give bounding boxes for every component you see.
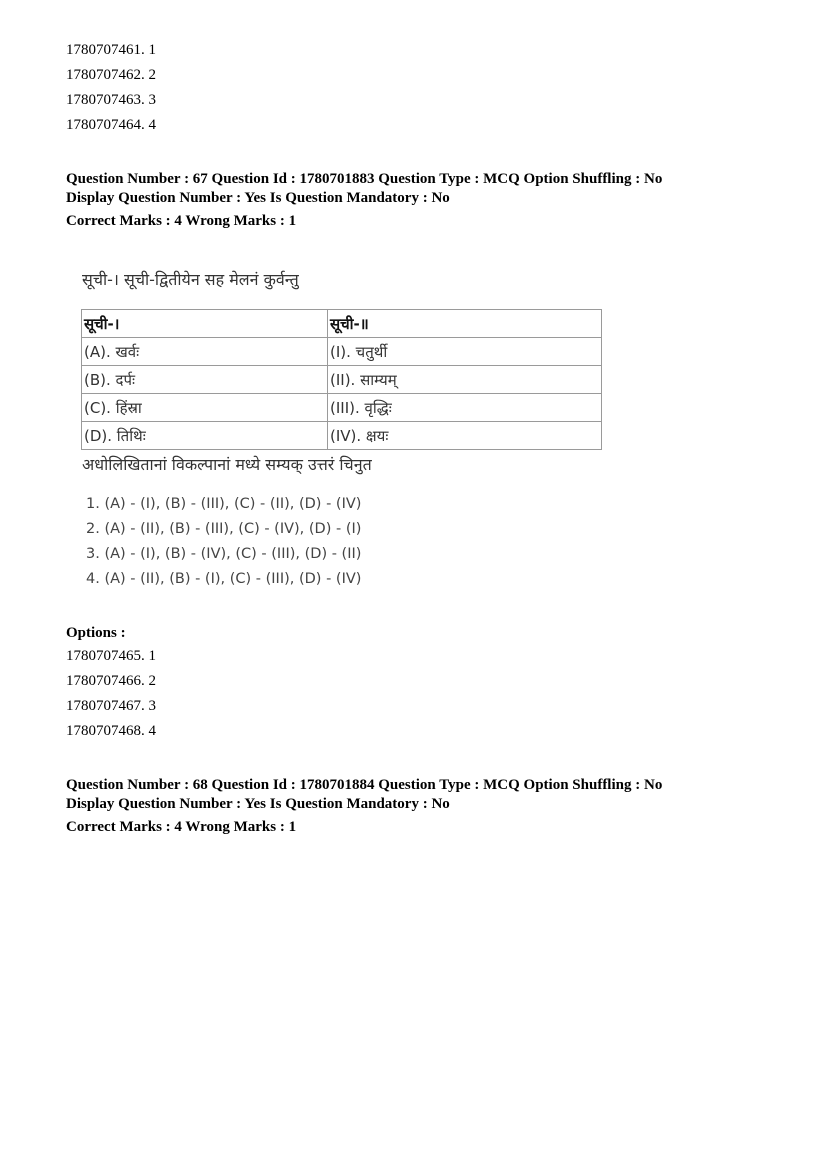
table-cell: (III). वृद्धिः	[328, 394, 602, 422]
table-row	[82, 394, 602, 422]
q67-marks: Correct Marks : 4 Wrong Marks : 1	[66, 213, 297, 229]
q67-option-2: 1780707466. 2	[66, 673, 156, 689]
table-cell: (C). हिंस्रा	[82, 394, 328, 422]
q67-choice-2: 2. (A) - (II), (B) - (III), (C) - (IV), (D) - (I)	[86, 521, 362, 537]
prev-option-4: 1780707464. 4	[66, 117, 156, 133]
q67-instruction: अधोलिखितानां विकल्पानां मध्ये सम्यक् उत्तरं चिनुत	[82, 455, 372, 474]
prev-option-3: 1780707463. 3	[66, 92, 156, 108]
prev-option-1: 1780707461. 1	[66, 42, 156, 58]
q67-intro: सूची-। सूची-द्वितीयेन सह मेलनं कुर्वन्तु	[82, 270, 299, 289]
q68-header-line1: Question Number : 68 Question Id : 1780701884 Question Type : MCQ Option Shuffling : No	[66, 777, 663, 793]
table-header-row	[82, 310, 602, 338]
table-row	[82, 338, 602, 366]
table-row	[82, 366, 602, 394]
table-cell: (D). तिथिः	[82, 422, 328, 450]
table-cell: (I). चतुर्थी	[328, 338, 602, 366]
table-header-list2: सूची-॥	[328, 310, 602, 338]
table-header-list1: सूची-।	[82, 310, 328, 338]
q67-header-line2: Display Question Number : Yes Is Question Mandatory : No	[66, 190, 450, 206]
prev-option-2: 1780707462. 2	[66, 67, 156, 83]
q67-choice-4: 4. (A) - (II), (B) - (I), (C) - (III), (D) - (IV)	[86, 571, 362, 587]
q67-choice-3: 3. (A) - (I), (B) - (IV), (C) - (III), (D) - (II)	[86, 546, 362, 562]
q68-marks: Correct Marks : 4 Wrong Marks : 1	[66, 819, 297, 835]
q67-options-label: Options :	[66, 625, 126, 641]
q67-choice-1: 1. (A) - (I), (B) - (III), (C) - (II), (D) - (IV)	[86, 496, 362, 512]
table-row	[82, 422, 602, 450]
match-table	[81, 309, 602, 450]
q67-option-4: 1780707468. 4	[66, 723, 156, 739]
q68-header-line2: Display Question Number : Yes Is Question Mandatory : No	[66, 796, 450, 812]
q67-header-line1: Question Number : 67 Question Id : 1780701883 Question Type : MCQ Option Shuffling : No	[66, 171, 663, 187]
table-cell: (A). खर्वः	[82, 338, 328, 366]
q67-option-3: 1780707467. 3	[66, 698, 156, 714]
table-cell: (B). दर्पः	[82, 366, 328, 394]
q67-option-1: 1780707465. 1	[66, 648, 156, 664]
table-cell: (IV). क्षयः	[328, 422, 602, 450]
table-cell: (II). साम्यम्	[328, 366, 602, 394]
